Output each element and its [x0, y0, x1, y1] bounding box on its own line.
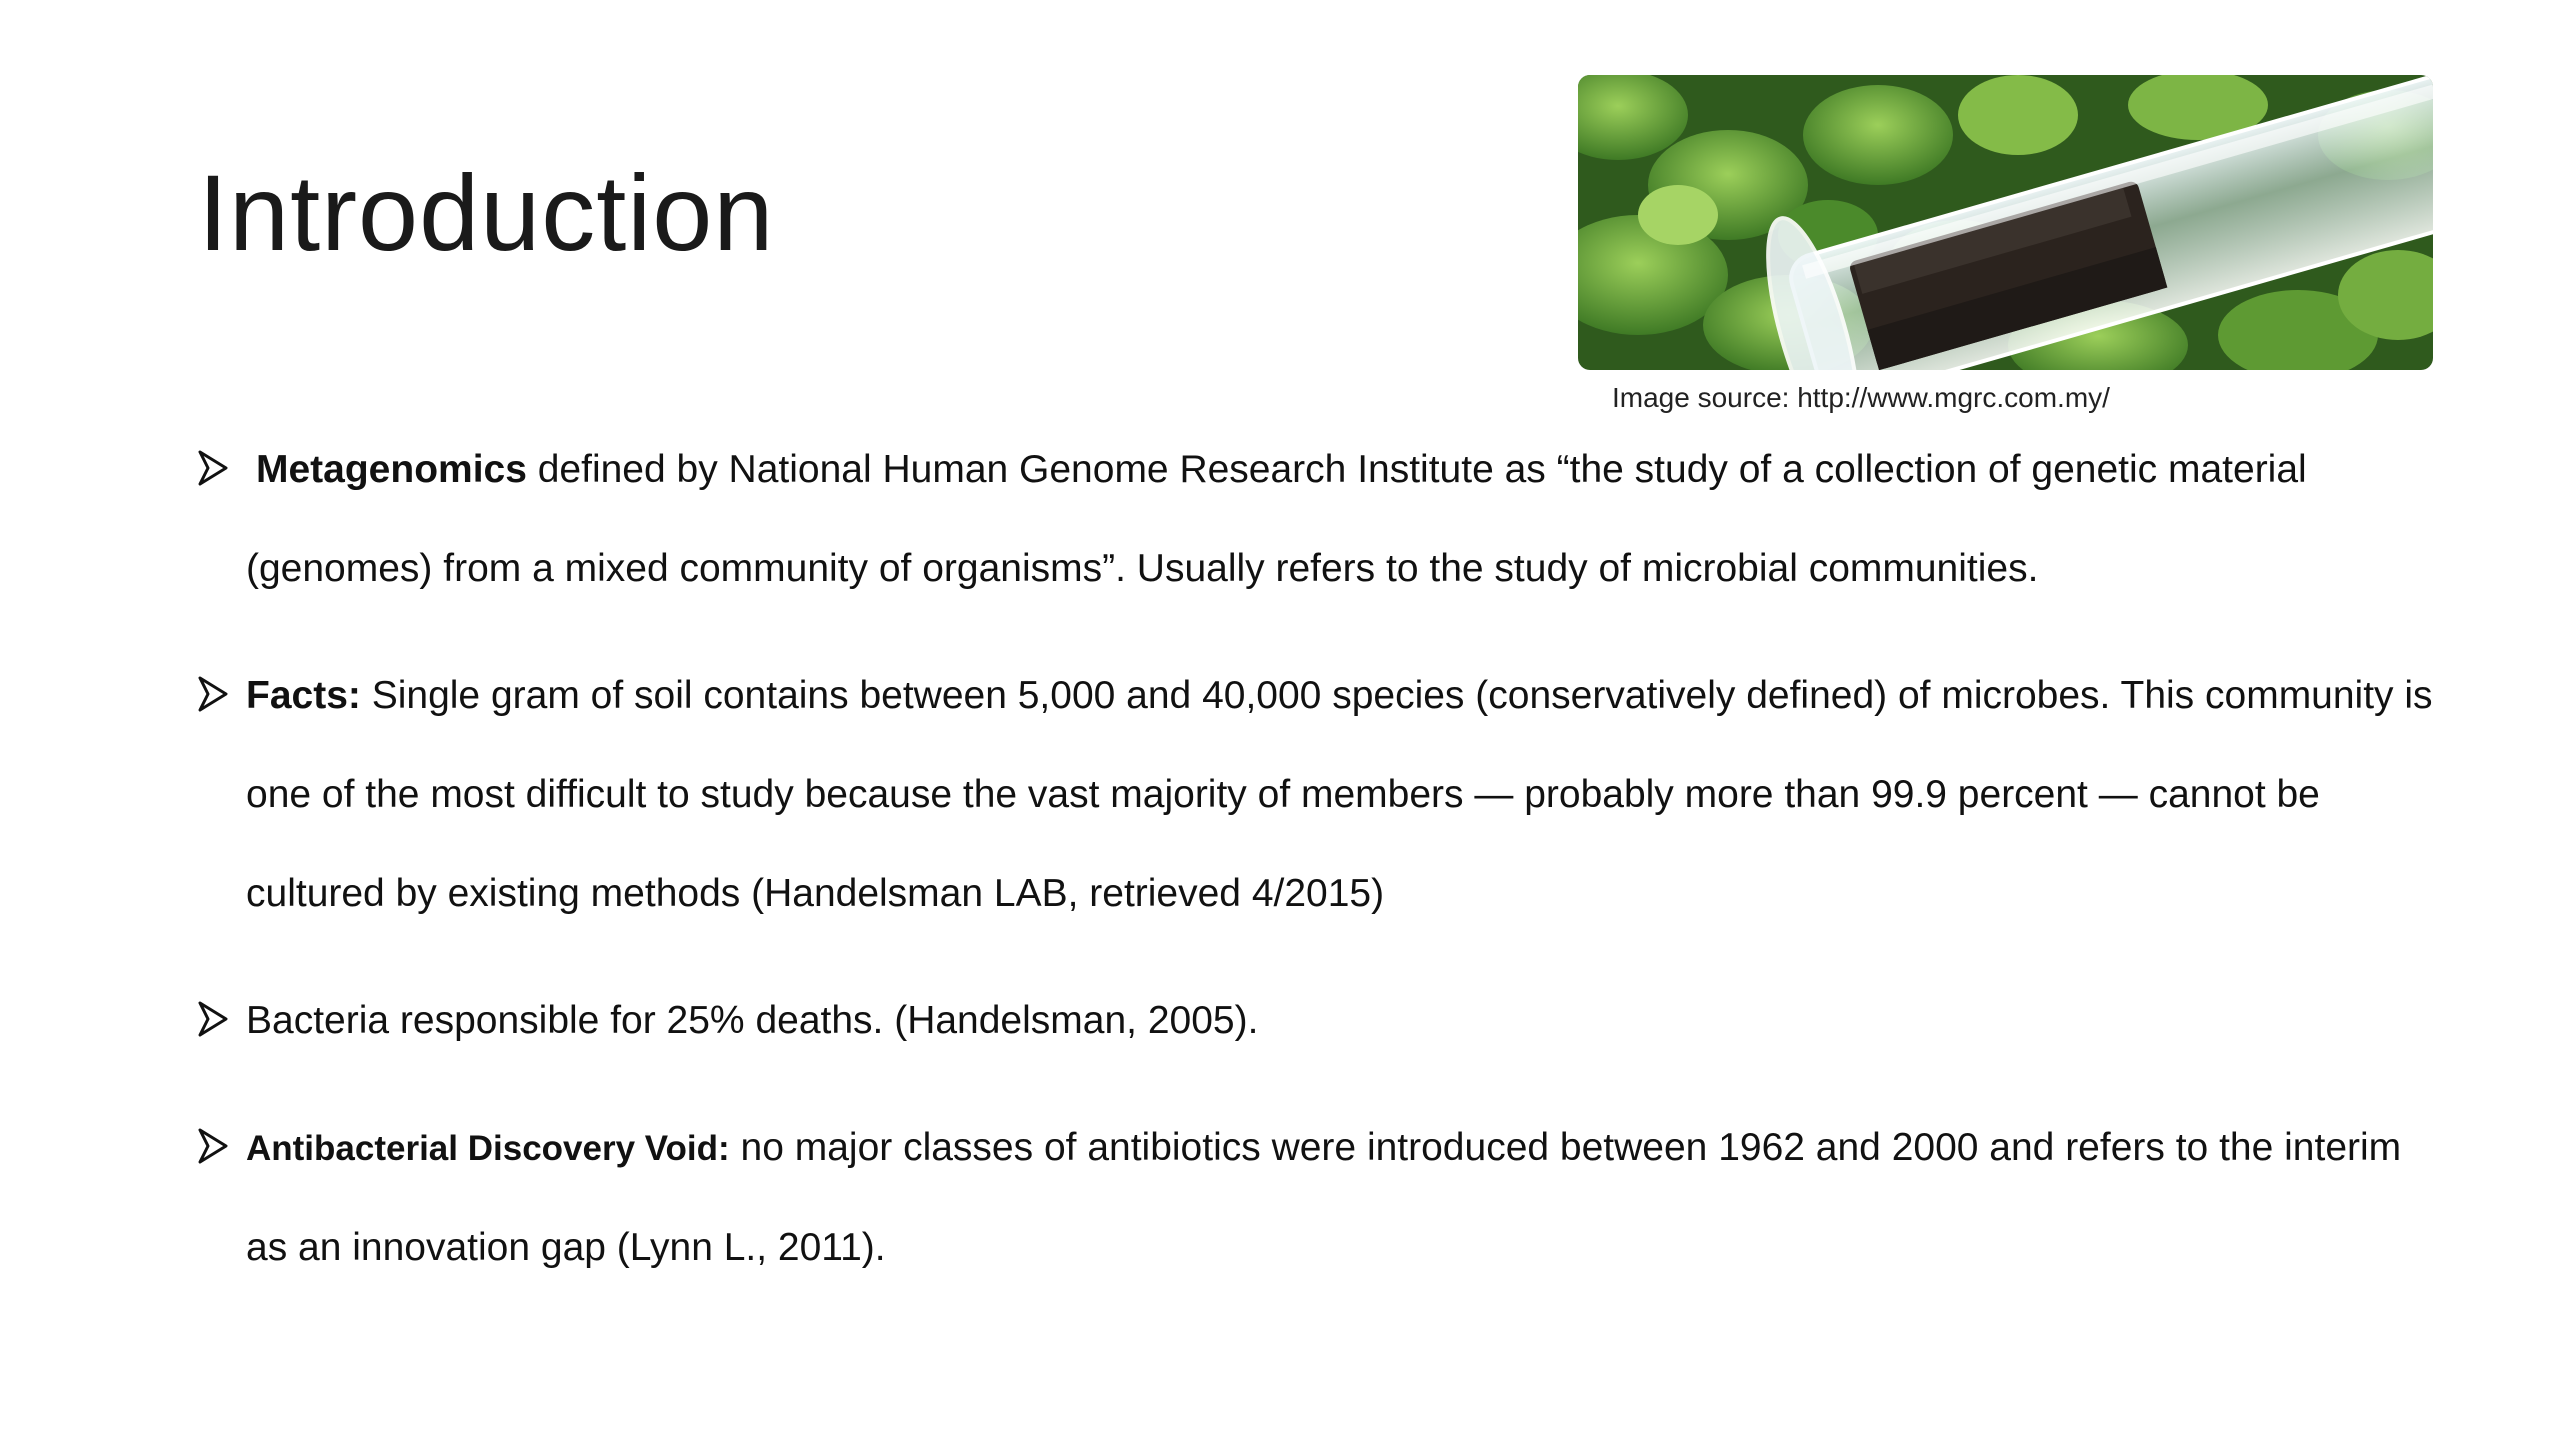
image-caption: Image source: http://www.mgrc.com.my/: [1612, 382, 2110, 413]
bullet-bacteria-deaths: [198, 971, 2448, 1070]
bullet-list: [198, 420, 2448, 1325]
bullet-metagenomics: [198, 420, 2448, 618]
arrowhead-bullet-icon: [198, 1128, 228, 1164]
soil-test-tube-icon: [1578, 75, 2433, 370]
bullet-text: defined by National Human Genome Research Institute as “the study of a collection of genetic material (genomes) from a mixed community of organisms”. Usually refers to the study of microbial communities.: [246, 448, 2307, 590]
bullet-text: Bacteria responsible for 25% deaths. (Handelsman, 2005).: [246, 999, 1259, 1042]
arrowhead-bullet-icon: [198, 450, 228, 486]
term-facts: Facts:: [246, 674, 361, 717]
slide-title: Introduction: [198, 152, 775, 273]
bullet-text: Single gram of soil contains between 5,000 and 40,000 species (conservatively defined) of microbes. This community is one of the most difficult to study because the vast majority of members — probably more than 99.9 percent — cannot be cultured by existing methods (Handelsman LAB, retrieved 4/2015): [246, 674, 2433, 915]
bullet-discovery-void: [198, 1098, 2448, 1297]
bullet-text: no major classes of antibiotics were introduced between 1962 and 2000 and refers to the interim as an innovation gap (Lynn L., 2011).: [246, 1126, 2402, 1269]
arrowhead-bullet-icon: [198, 676, 228, 712]
term-metagenomics: Metagenomics: [256, 448, 527, 491]
term-antibacterial-discovery-void: Antibacterial Discovery Void:: [246, 1129, 730, 1168]
bullet-facts: [198, 646, 2448, 943]
soil-test-tube-image: [1578, 75, 2433, 370]
arrowhead-bullet-icon: [198, 1001, 228, 1037]
